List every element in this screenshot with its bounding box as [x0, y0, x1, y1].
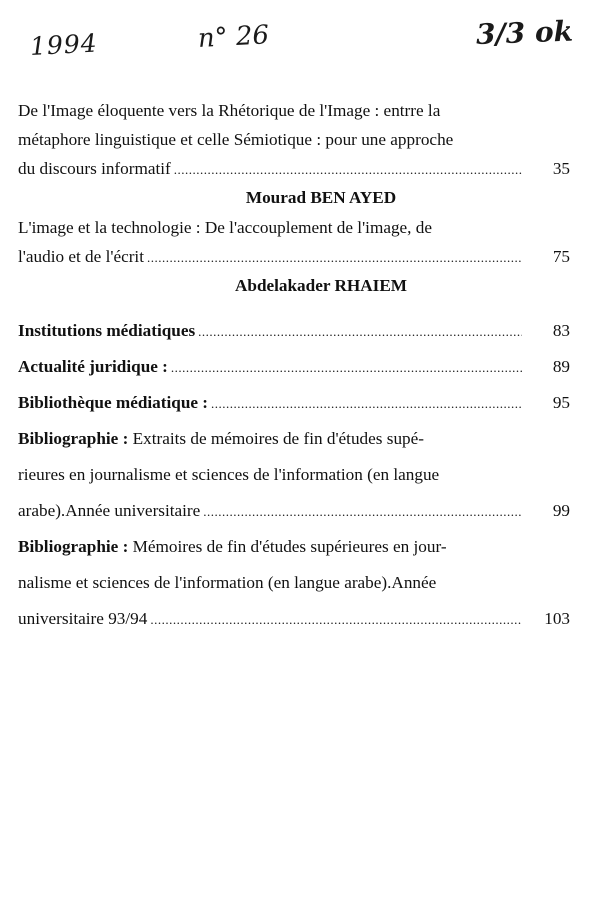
dot-leader — [203, 494, 522, 530]
toc-entry — [18, 385, 570, 421]
section-label: Bibliographie : — [18, 429, 129, 448]
toc-entry — [18, 96, 570, 213]
toc-entry — [18, 529, 570, 637]
spacer — [18, 305, 570, 313]
toc-entry-title-line: universitaire 93/94 — [18, 609, 148, 628]
toc-entry-leader-line — [18, 493, 570, 529]
toc-entry-leader-line — [18, 601, 570, 637]
dot-leader — [198, 314, 522, 350]
toc-entry-title-line — [18, 529, 570, 565]
toc-entry-leader-line — [18, 242, 570, 271]
section-label: Bibliographie : — [18, 537, 129, 556]
toc-entry — [18, 213, 570, 301]
toc-entry — [18, 313, 570, 349]
section-title: Bibliothèque médiatique : — [18, 393, 209, 412]
toc-entry-title-line: l'audio et de l'écrit — [18, 247, 144, 266]
table-of-contents — [18, 96, 570, 637]
section-title: Actualité juridique : — [18, 357, 168, 376]
toc-entry-title-line: nalisme et sciences de l'information (en langue arabe).Année — [18, 573, 437, 592]
toc-entry-title-line: du discours informatif — [18, 159, 171, 178]
page-number: 99 — [552, 501, 570, 520]
section-title: Institutions médiatiques — [18, 321, 196, 340]
page-number: 95 — [552, 393, 570, 412]
page-number: 35 — [552, 159, 570, 178]
dot-leader — [150, 602, 522, 638]
toc-entry-title-line: métaphore linguistique et celle Sémiotique : pour une approche — [18, 130, 454, 149]
page-number: 83 — [552, 321, 570, 340]
entry-description: Mémoires de fin d'études supérieures en jour- — [132, 537, 447, 556]
toc-entry — [18, 349, 570, 385]
entry-description: Extraits de mémoires de fin d'études supé- — [132, 429, 424, 448]
toc-entry-title-line: L'image et la technologie : De l'accouplement de l'image, de — [18, 218, 432, 237]
dot-leader — [147, 243, 522, 272]
author-name: Mourad BEN AYED — [245, 188, 397, 207]
dot-leader — [174, 155, 522, 184]
toc-entry-leader-line — [18, 154, 570, 183]
author-name: Abdelakader RHAIEM — [234, 276, 408, 295]
toc-entry-title-line: De l'Image éloquente vers la Rhétorique de l'Image : entrre la — [18, 101, 441, 120]
handwritten-status-mark: 3/3 ok — [475, 14, 574, 51]
toc-entry — [18, 421, 570, 529]
dot-leader — [171, 350, 522, 386]
toc-entry-title-line: arabe).Année universitaire — [18, 501, 201, 520]
page-number: 89 — [552, 357, 570, 376]
toc-entry-title-line: rieures en journalisme et sciences de l'information (en langue — [18, 465, 440, 484]
dot-leader — [211, 386, 522, 422]
handwritten-issue-number: n° 26 — [197, 20, 270, 54]
page-number: 103 — [544, 609, 570, 628]
handwritten-year: 1994 — [29, 28, 99, 61]
page-number: 75 — [552, 247, 570, 266]
toc-entry-title-line — [18, 421, 570, 457]
